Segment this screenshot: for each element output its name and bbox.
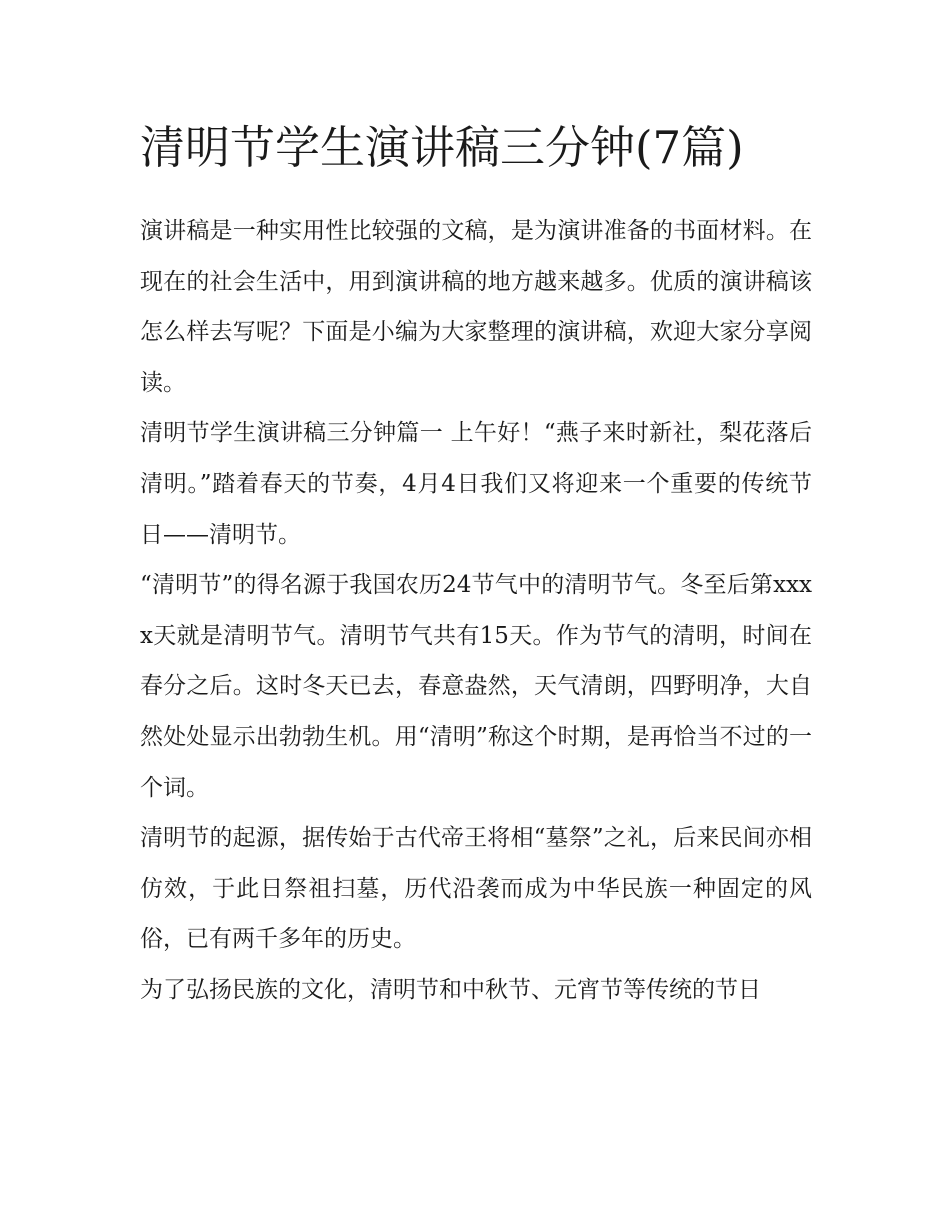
paragraph-name-origin: “清明节”的得名源于我国农历24节气中的清明节气。冬至后第xxxx天就是清明节气。清明节气共有15天。作为节气的清明，时间在春分之后。这时冬天已去，春意盎然，天气清朗，四野明净，大自然处处显示出勃勃生机。用“清明”称这个时期，是再恰当不过的一个词。: [140, 572, 812, 801]
paragraph-speech-opening: 清明节学生演讲稿三分钟篇一 上午好！“燕子来时新社，梨花落后清明。”踏着春天的节奏，4月4日我们又将迎来一个重要的传统节日——清明节。: [140, 420, 812, 548]
document-title: 清明节学生演讲稿三分钟(7篇): [140, 121, 744, 174]
paragraph-intro: 演讲稿是一种实用性比较强的文稿，是为演讲准备的书面材料。在现在的社会生活中，用到演讲稿的地方越来越多。优质的演讲稿该怎么样去写呢？下面是小编为大家整理的演讲稿，欢迎大家分享阅读。: [140, 218, 812, 396]
paragraph-festival-origin: 清明节的起源，据传始于古代帝王将相“墓祭”之礼，后来民间亦相仿效，于此日祭祖扫墓，历代沿袭而成为中华民族一种固定的风俗，已有两千多年的历史。: [140, 825, 812, 953]
paragraph-culture: 为了弘扬民族的文化，清明节和中秋节、元宵节等传统的节日: [140, 976, 761, 1003]
document-body: [140, 110, 812, 1016]
